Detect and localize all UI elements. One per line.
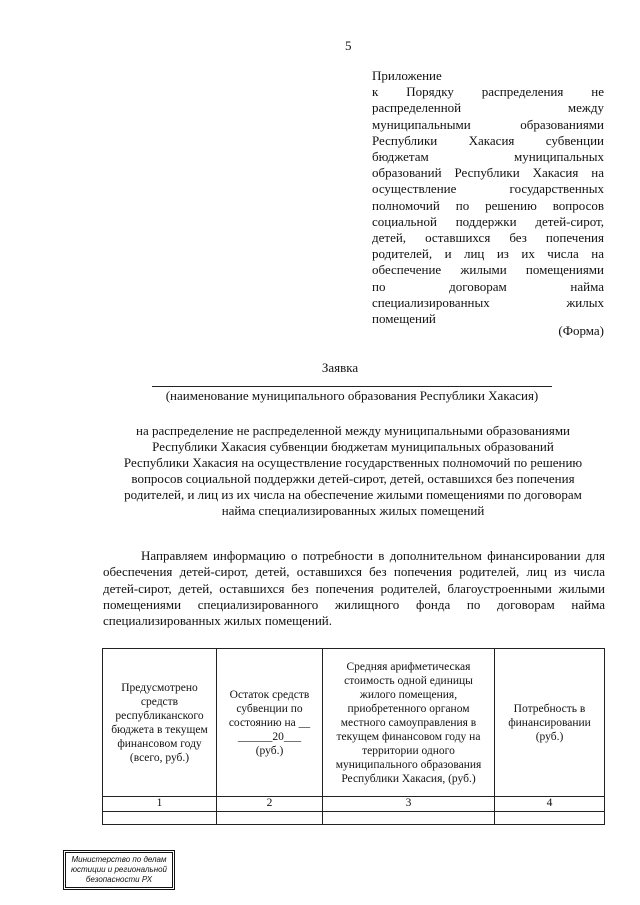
appendix-line: муниципальными образованиями bbox=[372, 116, 604, 132]
appendix-line: помещений bbox=[372, 311, 436, 327]
purpose-line: Республики Хакасия субвенции бюджетам муниципальных образований bbox=[152, 439, 554, 454]
municipality-fill-line bbox=[152, 386, 552, 387]
purpose-line: родителей, и лиц из их числа на обеспечение жилыми помещениями по договорам bbox=[124, 487, 582, 502]
municipality-caption: (наименование муниципального образования Республики Хакасия) bbox=[165, 388, 539, 403]
appendix-line: распределенной между bbox=[372, 100, 604, 116]
financing-table bbox=[102, 648, 605, 825]
appendix-line: социальной поддержки детей-сирот, bbox=[372, 213, 604, 229]
appendix-line: бюджетам муниципальных bbox=[372, 149, 604, 165]
column-number: 2 bbox=[217, 797, 323, 812]
empty-cell[interactable] bbox=[495, 812, 605, 825]
column-number-row bbox=[103, 797, 605, 812]
appendix-block bbox=[372, 68, 604, 327]
purpose-line: Республики Хакасия на осуществление государственных полномочий по решению bbox=[123, 455, 583, 470]
appendix-line: к Порядку распределения не bbox=[372, 84, 604, 100]
column-header: Предусмотрено средств республиканского бюджета в текущем финансовом году (всего, руб.) bbox=[103, 649, 217, 797]
empty-cell[interactable] bbox=[323, 812, 495, 825]
appendix-line: детей, оставшихся без попечения bbox=[372, 230, 604, 246]
intro-text: Направляем информацию о потребности в дополнительном финансировании для обеспечения детей-сирот, детей, оставшихся без попечения родителей, лиц из числа детей-сирот, детей, оставшихся без попечения родителей, благоустроенными жилыми помещениями специализированного жилищного фонда по договорам найма специализированных жилых помещений. bbox=[103, 548, 605, 629]
appendix-line: осуществление государственных bbox=[372, 181, 604, 197]
column-number: 4 bbox=[495, 797, 605, 812]
ministry-stamp bbox=[65, 852, 173, 888]
page-number: 5 bbox=[345, 38, 352, 53]
column-header: Потребность в финансировании (руб.) bbox=[495, 649, 605, 797]
document-title: Заявка bbox=[321, 360, 359, 375]
appendix-heading: Приложение bbox=[372, 68, 442, 83]
appendix-line: полномочий по решению вопросов bbox=[372, 197, 604, 213]
column-number: 3 bbox=[323, 797, 495, 812]
stamp-line: безопасности РХ bbox=[85, 875, 153, 884]
column-number: 1 bbox=[103, 797, 217, 812]
stamp-line: юстиции и региональной bbox=[70, 865, 168, 874]
appendix-line: родителей, и лиц из их числа на bbox=[372, 246, 604, 262]
form-label: (Форма) bbox=[558, 323, 604, 338]
empty-cell[interactable] bbox=[217, 812, 323, 825]
purpose-line: найма специализированных жилых помещений bbox=[221, 503, 485, 518]
purpose-line: вопросов социальной поддержки детей-сирот, детей, оставшихся без попечения bbox=[131, 471, 575, 486]
intro-paragraph bbox=[103, 548, 605, 629]
empty-cell[interactable] bbox=[103, 812, 217, 825]
application-purpose bbox=[95, 423, 611, 519]
stamp-line: Министерство по делам bbox=[71, 855, 167, 864]
table-header-row bbox=[103, 649, 605, 797]
table-row bbox=[103, 812, 605, 825]
appendix-line: обеспечение жилыми помещениями bbox=[372, 262, 604, 278]
appendix-line: образований Республики Хакасия на bbox=[372, 165, 604, 181]
column-header: Остаток средств субвенции по состоянию на __ ______20___ (руб.) bbox=[217, 649, 323, 797]
column-header: Средняя арифметическая стоимость одной единицы жилого помещения, приобретенного органом местного самоуправления в текущем финансовом году на территории одного муниципального образования Республики Хакасия, (руб.) bbox=[323, 649, 495, 797]
appendix-line: Республики Хакасия субвенции bbox=[372, 132, 604, 148]
appendix-line: специализированных жилых bbox=[372, 294, 604, 310]
purpose-line: на распределение не распределенной между муниципальными образованиями bbox=[135, 423, 571, 438]
appendix-line: по договорам найма bbox=[372, 278, 604, 294]
